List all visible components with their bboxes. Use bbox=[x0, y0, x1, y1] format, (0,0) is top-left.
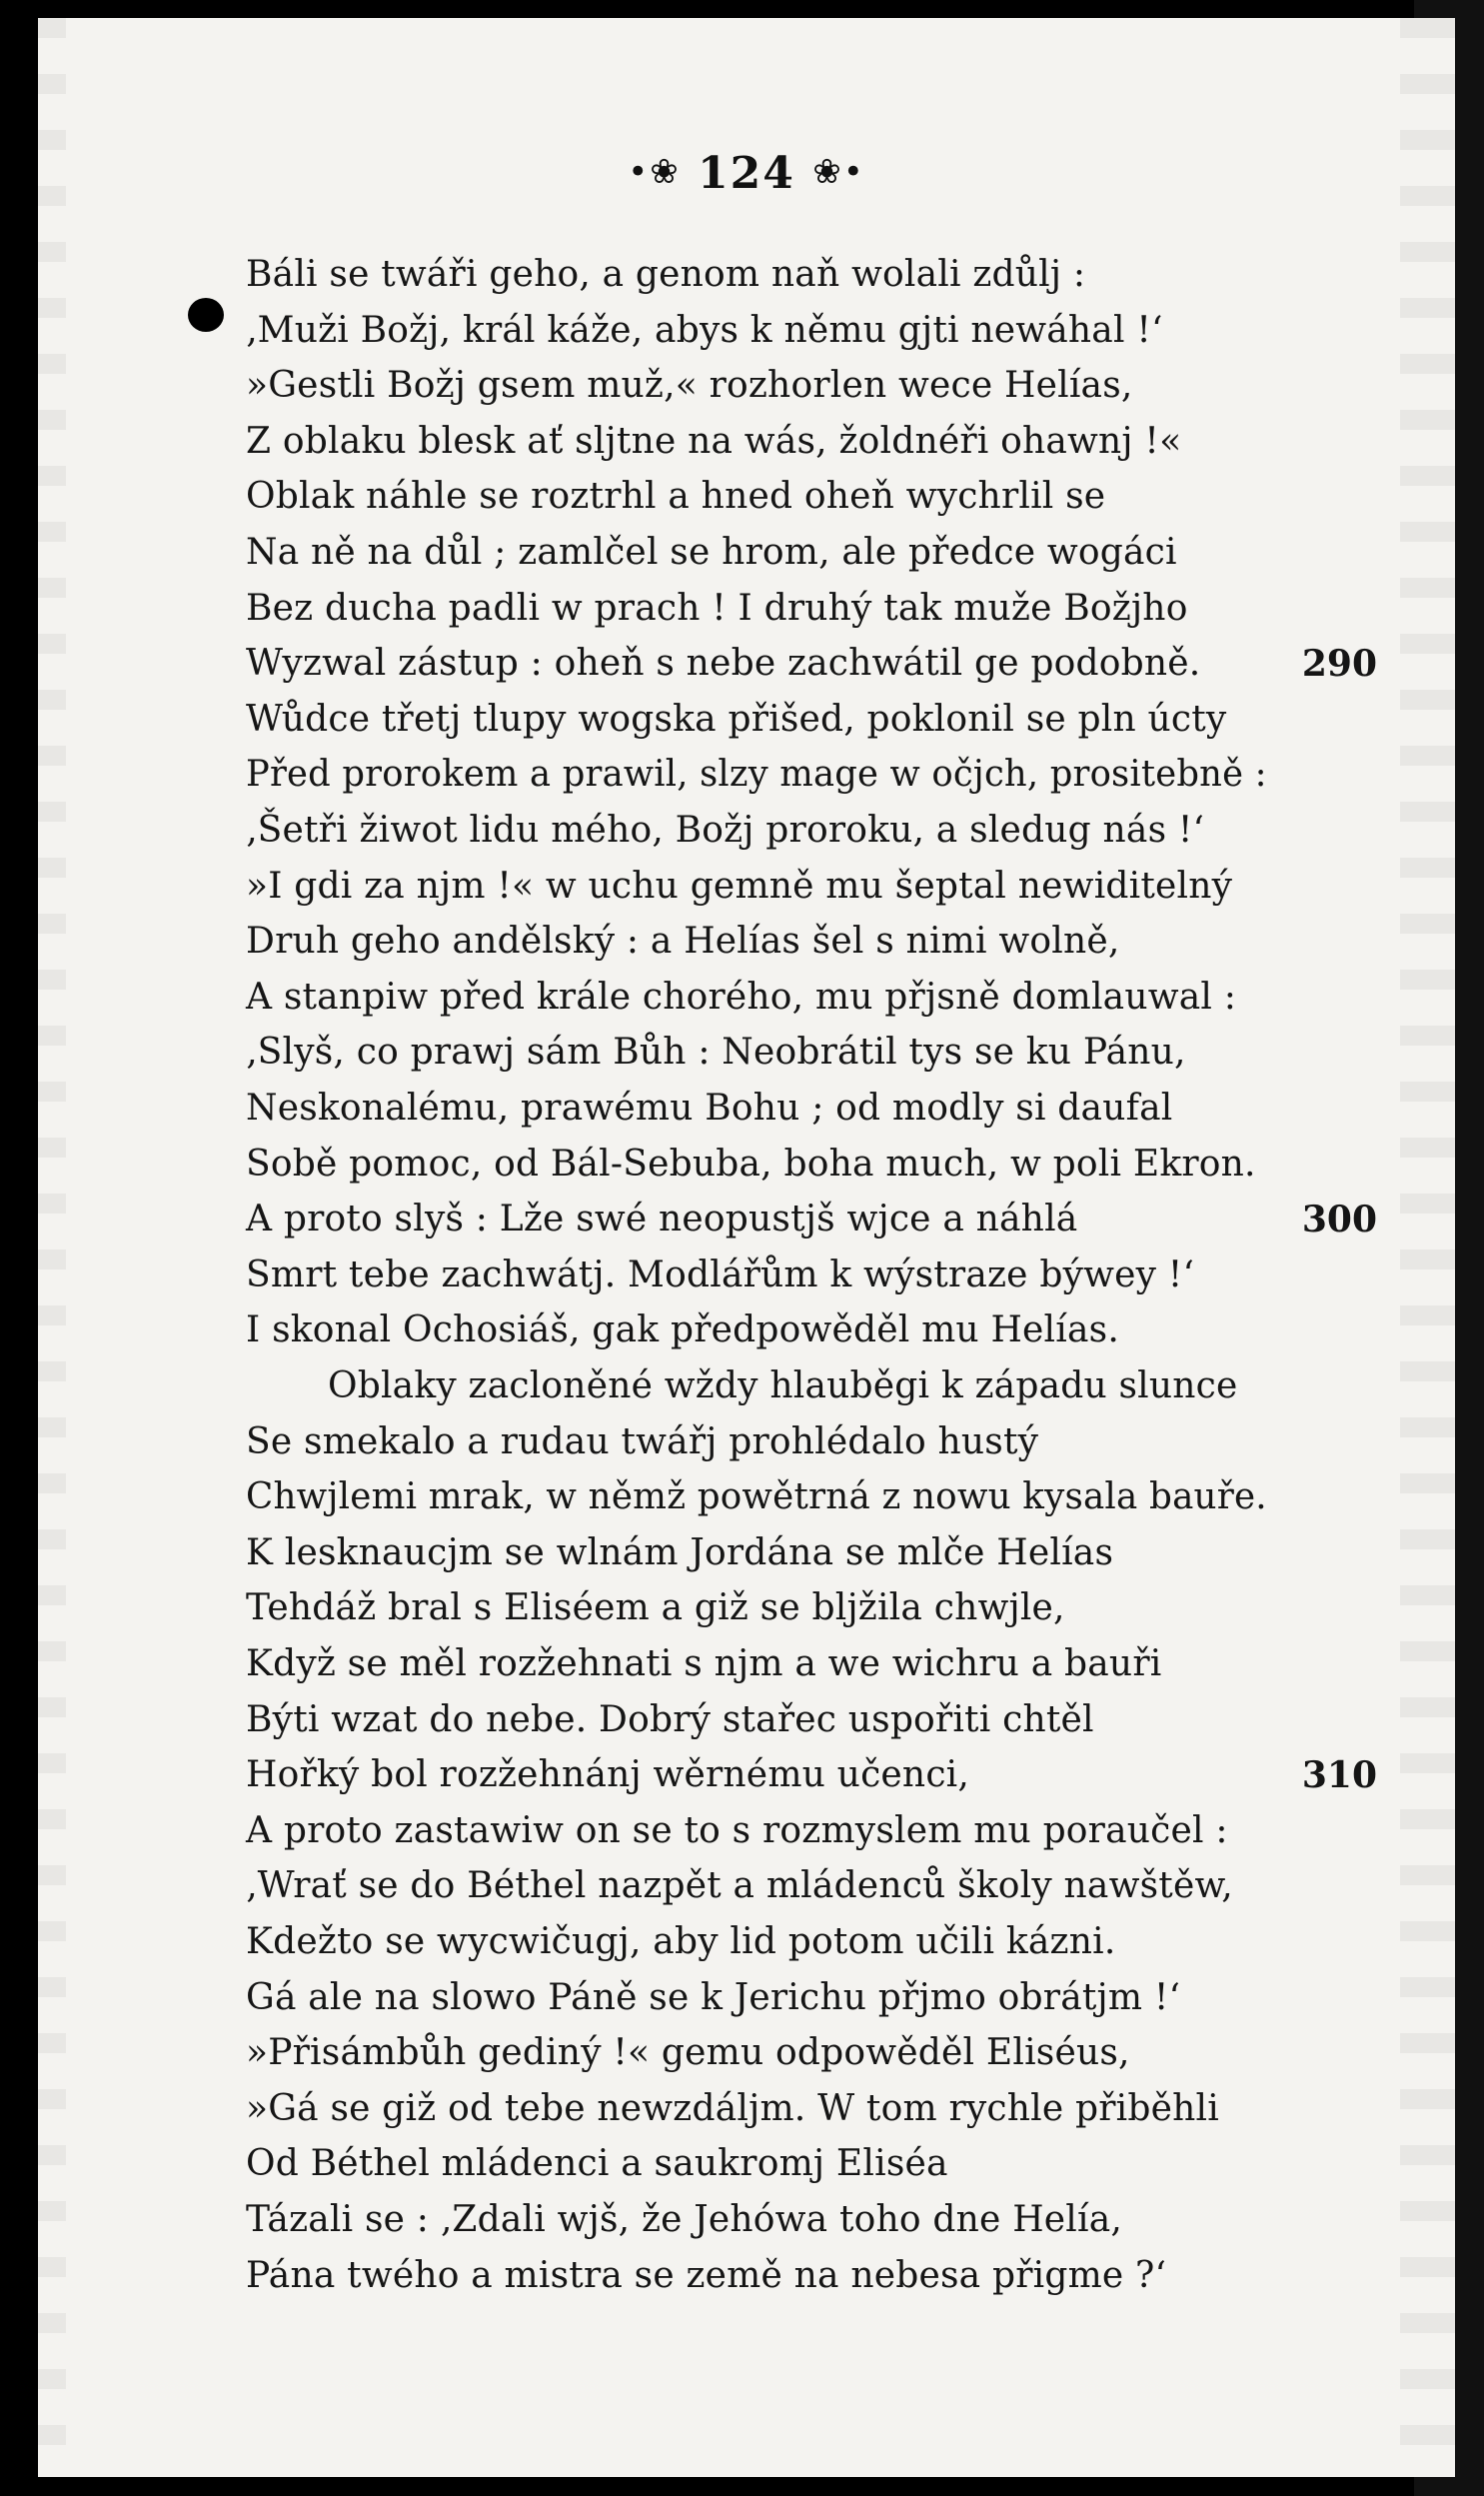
line-number: 310 bbox=[1301, 1754, 1377, 1797]
line-text: Bez ducha padli w prach ! I druhý tak muže Božjho bbox=[246, 587, 1188, 629]
line-text: Oblaky zacloněné wždy hlauběgi k západu slunce bbox=[328, 1365, 1238, 1406]
poem-line bbox=[38, 1862, 1455, 1910]
poem-line bbox=[38, 1751, 1455, 1799]
line-text: Kdežto se wycwičugj, aby lid potom učili kázni. bbox=[246, 1921, 1116, 1962]
line-text: Smrt tebe zachwátj. Modlářům k wýstraze býwey !‘ bbox=[246, 1253, 1195, 1295]
poem-line bbox=[38, 1640, 1455, 1688]
line-text: Wyzwal zástup : oheň s nebe zachwátil ge podobně. bbox=[246, 643, 1201, 685]
poem-line bbox=[38, 1807, 1455, 1855]
line-text: Tázali se : ‚Zdali wjš, že Jehówa toho dne Helía, bbox=[246, 2199, 1123, 2240]
poem-line bbox=[38, 473, 1455, 521]
line-text: A stanpiw před krále chorého, mu přjsně domlauwal : bbox=[246, 976, 1237, 1018]
poem-line bbox=[38, 863, 1455, 911]
line-number: 300 bbox=[1301, 1199, 1377, 1242]
poem-line bbox=[38, 1529, 1455, 1577]
line-text: Wůdce třetj tlupy wogska přišed, poklonil se pln úcty bbox=[246, 698, 1227, 740]
poem-line bbox=[38, 1974, 1455, 2022]
poem-line bbox=[38, 918, 1455, 966]
poem-line bbox=[38, 1085, 1455, 1133]
line-text: Oblak náhle se roztrhl a hned oheň wychrlil se bbox=[246, 476, 1106, 518]
page-number: 124 bbox=[698, 148, 795, 199]
poem-line bbox=[38, 696, 1455, 744]
line-text: Hořký bol rozžehnánj wěrnému učenci, bbox=[246, 1754, 970, 1796]
line-number: 290 bbox=[1301, 643, 1377, 686]
poem-text bbox=[38, 18, 1455, 2477]
poem-line bbox=[38, 1696, 1455, 1744]
poem-line bbox=[38, 2196, 1455, 2244]
line-text: K lesknaucjm se wlnám Jordána se mlče Helías bbox=[246, 1531, 1114, 1573]
poem-line bbox=[38, 751, 1455, 799]
poem-line bbox=[38, 251, 1455, 299]
line-text: »Přisámbůh gediný !« gemu odpowěděl Eliséus, bbox=[246, 2032, 1130, 2074]
poem-line bbox=[38, 2085, 1455, 2133]
poem-line bbox=[38, 585, 1455, 633]
line-text: I skonal Ochosiáš, gak předpowěděl mu Helías. bbox=[246, 1309, 1119, 1351]
poem-line bbox=[38, 1029, 1455, 1077]
line-text: Báli se twáři geho, a genom naň wolali zdůlj : bbox=[246, 254, 1086, 295]
poem-line bbox=[38, 1418, 1455, 1466]
poem-line bbox=[38, 1584, 1455, 1632]
line-text: Se smekalo a rudau twářj prohlédalo hustý bbox=[246, 1420, 1039, 1462]
poem-line bbox=[38, 362, 1455, 410]
poem-line bbox=[38, 529, 1455, 577]
line-text: Před prorokem a prawil, slzy mage w očjch, prositebně : bbox=[246, 754, 1267, 796]
poem-line bbox=[38, 640, 1455, 688]
line-text: Gá ale na slowo Páně se k Jerichu přjmo obrátjm !‘ bbox=[246, 1976, 1181, 2018]
line-text: Tehdáž bral s Eliséem a giž se bljžila chwjle, bbox=[246, 1587, 1065, 1629]
line-text: ‚Šetři žiwot lidu mého, Božj proroku, a sledug nás !‘ bbox=[246, 810, 1205, 851]
line-text: Od Béthel mládenci a saukromj Eliséa bbox=[246, 2143, 948, 2185]
poem-line bbox=[38, 2252, 1455, 2300]
poem-line bbox=[38, 2140, 1455, 2188]
poem-line bbox=[38, 1362, 1455, 1410]
poem-line bbox=[38, 2029, 1455, 2077]
line-text: Když se měl rozžehnati s njm a we wichru a bauři bbox=[246, 1643, 1162, 1684]
poem-line bbox=[38, 418, 1455, 466]
poem-line bbox=[38, 1918, 1455, 1966]
line-text: A proto zastawiw on se to s rozmyslem mu poraučel : bbox=[246, 1809, 1228, 1851]
line-text: Sobě pomoc, od Bál-Sebuba, boha much, w poli Ekron. bbox=[246, 1143, 1256, 1185]
line-text: Z oblaku blesk ať sljtne na wás, žoldnéři ohawnj !« bbox=[246, 420, 1182, 462]
poem-line bbox=[38, 974, 1455, 1022]
line-text: ‚Slyš, co prawj sám Bůh : Neobrátil tys se ku Pánu, bbox=[246, 1032, 1186, 1074]
poem-line bbox=[38, 807, 1455, 855]
line-text: Chwjlemi mrak, w němž powětrná z nowu kysala bauře. bbox=[246, 1476, 1267, 1518]
line-text: ‚Muži Božj, král káže, abys k němu gjti newáhal !‘ bbox=[246, 309, 1163, 351]
line-text: »Gestli Božj gsem muž,« rozhorlen wece Helías, bbox=[246, 365, 1133, 407]
line-text: Pána twého a mistra se země na nebesa přigme ?‘ bbox=[246, 2254, 1167, 2296]
line-text: »Gá se giž od tebe newzdáljm. W tom rychle přiběhli bbox=[246, 2087, 1219, 2129]
line-text: Na ně na důl ; zamlčel se hrom, ale předce wogáci bbox=[246, 532, 1177, 573]
line-text: Druh geho andělský : a Helías šel s nimi wolně, bbox=[246, 921, 1120, 963]
poem-line bbox=[38, 307, 1455, 355]
line-text: »I gdi za njm !« w uchu gemně mu šeptal newiditelný bbox=[246, 865, 1233, 907]
poem-line bbox=[38, 1196, 1455, 1244]
poem-line bbox=[38, 1306, 1455, 1354]
header-ornament-right-icon: ❀• bbox=[812, 152, 865, 192]
header-ornament-left-icon: •❀ bbox=[628, 152, 681, 192]
poem-line bbox=[38, 1251, 1455, 1299]
line-text: ‚Wrať se do Béthel nazpět a mládenců školy nawštěw, bbox=[246, 1865, 1233, 1907]
book-page bbox=[38, 18, 1455, 2477]
line-text: Neskonalému, prawému Bohu ; od modly si daufal bbox=[246, 1088, 1173, 1129]
poem-line bbox=[38, 1473, 1455, 1521]
line-text: Býti wzat do nebe. Dobrý stařec uspořiti chtěl bbox=[246, 1698, 1094, 1740]
poem-line bbox=[38, 1141, 1455, 1189]
line-text: A proto slyš : Lže swé neopustjš wjce a náhlá bbox=[246, 1199, 1078, 1241]
